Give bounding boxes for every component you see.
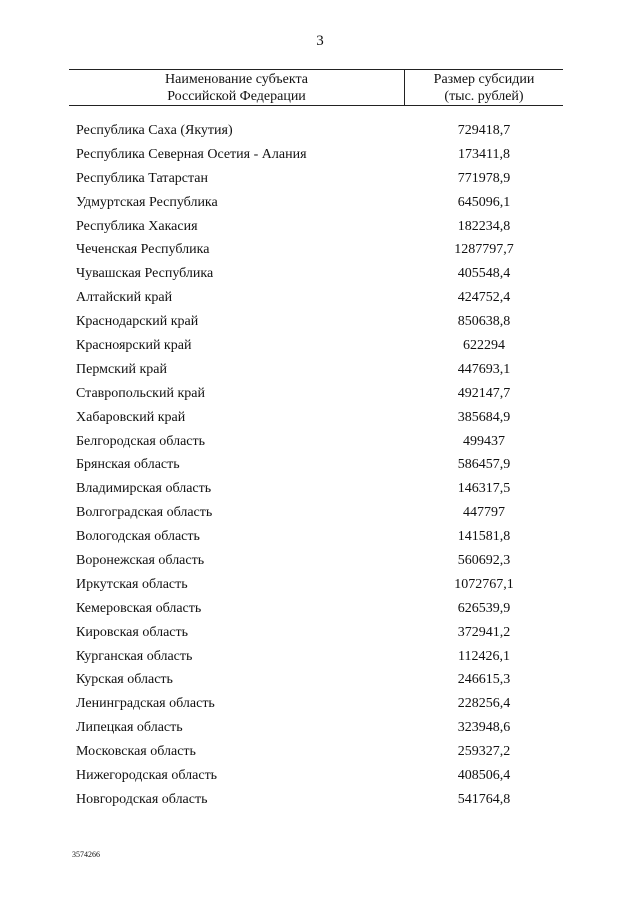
table-row xyxy=(0,215,640,239)
table-row xyxy=(0,549,640,573)
table-row xyxy=(0,716,640,740)
subject-name: Ставропольский край xyxy=(76,385,205,401)
table-row xyxy=(0,286,640,310)
subsidy-amount: 385684,9 xyxy=(457,409,511,425)
table-row xyxy=(0,477,640,501)
subject-name: Пермский край xyxy=(76,361,167,377)
subject-name: Республика Татарстан xyxy=(76,170,209,186)
table-row xyxy=(0,334,640,358)
subject-name: Курганская область xyxy=(76,648,193,664)
table-row xyxy=(0,262,640,286)
subsidy-amount: 424752,4 xyxy=(457,290,511,306)
subsidy-amount: 408506,4 xyxy=(457,768,511,784)
column-header-subject-line1: Наименование субъекта xyxy=(165,72,308,87)
table-body xyxy=(0,119,640,812)
subsidy-amount: 447693,1 xyxy=(457,361,511,377)
subsidy-amount: 372941,2 xyxy=(457,624,511,640)
subject-name: Краснодарский край xyxy=(76,314,199,330)
subsidy-amount: 850638,8 xyxy=(457,314,511,330)
subsidy-amount: 405548,4 xyxy=(457,266,511,282)
subsidy-amount: 541764,8 xyxy=(457,791,511,807)
subsidy-amount: 259327,2 xyxy=(457,744,511,760)
subject-name: Белгородская область xyxy=(76,433,206,449)
subject-name: Брянская область xyxy=(76,457,180,473)
column-header-subject-line2: Российской Федерации xyxy=(167,89,306,104)
document-code: 3574266 xyxy=(72,850,100,859)
subsidy-amount: 492147,7 xyxy=(457,385,511,401)
subsidy-amount: 173411,8 xyxy=(458,146,510,162)
subsidy-amount: 182234,8 xyxy=(457,218,511,234)
subsidy-amount: 141581,8 xyxy=(457,529,511,545)
subject-name: Московская область xyxy=(76,744,196,760)
table-row xyxy=(0,525,640,549)
subsidy-amount: 499437 xyxy=(463,433,505,449)
subsidy-amount: 1072767,1 xyxy=(454,576,514,592)
table-row xyxy=(0,764,640,788)
subject-name: Новгородская область xyxy=(76,791,208,807)
subject-name: Курская область xyxy=(76,672,173,688)
subject-name: Липецкая область xyxy=(76,720,183,736)
table-row xyxy=(0,430,640,454)
subject-name: Волгоградская область xyxy=(76,505,213,521)
subject-name: Алтайский край xyxy=(76,290,173,306)
subsidy-amount: 560692,3 xyxy=(457,553,511,569)
subject-name: Воронежская область xyxy=(76,553,205,569)
table-row xyxy=(0,358,640,382)
table-row xyxy=(0,382,640,406)
column-header-subsidy-line1: Размер субсидии xyxy=(433,72,535,87)
table-row xyxy=(0,167,640,191)
subsidy-amount: 645096,1 xyxy=(457,194,511,210)
subsidy-amount: 246615,3 xyxy=(457,672,511,688)
subsidy-amount: 622294 xyxy=(463,338,505,354)
table-row xyxy=(0,597,640,621)
table-row xyxy=(0,692,640,716)
subsidy-amount: 146317,5 xyxy=(457,481,511,497)
column-header-subsidy xyxy=(405,70,563,105)
subsidy-amount: 771978,9 xyxy=(457,170,511,186)
table-row xyxy=(0,119,640,143)
table-row xyxy=(0,191,640,215)
table-row xyxy=(0,645,640,669)
column-header-subject xyxy=(69,70,404,105)
subsidy-amount: 112426,1 xyxy=(458,648,510,664)
subsidy-amount: 586457,9 xyxy=(457,457,511,473)
subject-name: Удмуртская Республика xyxy=(76,194,218,210)
table-row xyxy=(0,740,640,764)
subject-name: Республика Саха (Якутия) xyxy=(76,123,233,138)
table-row xyxy=(0,310,640,334)
subsidy-amount: 729418,7 xyxy=(457,123,511,138)
subject-name: Республика Хакасия xyxy=(76,218,198,234)
subject-name: Ленинградская область xyxy=(76,696,215,712)
subject-name: Чувашская Республика xyxy=(76,266,214,282)
table-row xyxy=(0,406,640,430)
subject-name: Хабаровский край xyxy=(76,409,186,425)
column-header-subsidy-line2: (тыс. рублей) xyxy=(444,89,524,104)
page-number: 3 xyxy=(316,33,324,49)
subject-name: Иркутская область xyxy=(76,576,188,592)
table-row xyxy=(0,453,640,477)
subject-name: Вологодская область xyxy=(76,529,200,545)
subsidy-amount: 323948,6 xyxy=(457,720,511,736)
subject-name: Кировская область xyxy=(76,624,189,640)
table-row xyxy=(0,621,640,645)
table-header xyxy=(69,69,563,106)
table-row xyxy=(0,238,640,262)
subsidy-amount: 447797 xyxy=(463,505,505,521)
subject-name: Чеченская Республика xyxy=(76,242,210,258)
subject-name: Владимирская область xyxy=(76,481,212,497)
subsidy-amount: 228256,4 xyxy=(457,696,511,712)
subsidy-amount: 1287797,7 xyxy=(454,242,514,258)
subject-name: Республика Северная Осетия - Алания xyxy=(76,146,307,162)
subject-name: Нижегородская область xyxy=(76,768,218,784)
subsidy-amount: 626539,9 xyxy=(457,600,511,616)
table-row xyxy=(0,668,640,692)
table-row xyxy=(0,573,640,597)
table-row xyxy=(0,788,640,812)
table-row xyxy=(0,501,640,525)
subject-name: Кемеровская область xyxy=(76,600,202,616)
table-row xyxy=(0,143,640,167)
subject-name: Красноярский край xyxy=(76,338,192,354)
